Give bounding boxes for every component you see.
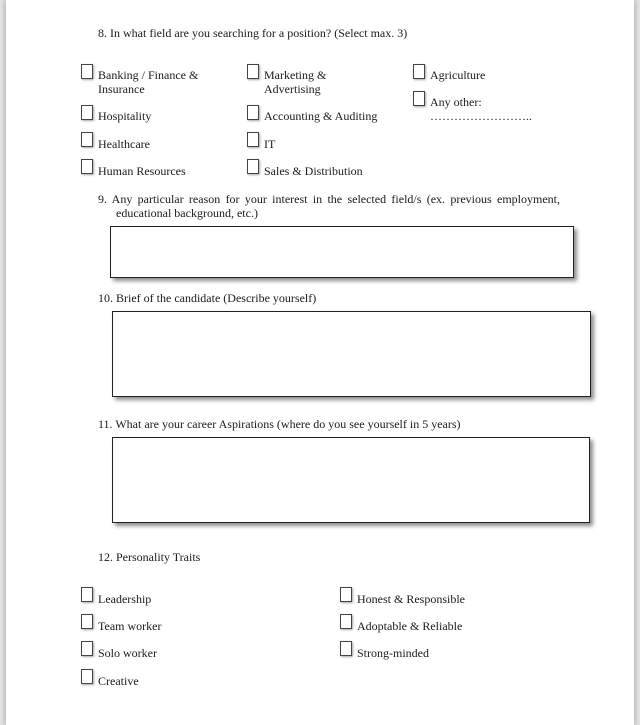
checkbox-hospitality[interactable]: [81, 105, 93, 120]
any-other-fill-line[interactable]: ……………………..: [430, 109, 532, 123]
q11-answer-box[interactable]: [112, 437, 590, 523]
checkbox-honest[interactable]: [340, 587, 352, 602]
checkbox-it[interactable]: [247, 132, 259, 147]
q8-question: 8. In what field are you searching for a position? (Select max. 3): [98, 26, 408, 40]
option-hospitality: Hospitality: [98, 109, 152, 123]
option-marketing-line2: Advertising: [264, 82, 321, 96]
q12-question: 12. Personality Traits: [98, 550, 201, 564]
option-it: IT: [264, 137, 276, 151]
option-sales: Sales & Distribution: [264, 164, 363, 178]
q11-question: 11. What are your career Aspirations (where do you see yourself in 5 years): [98, 417, 461, 431]
checkbox-accounting[interactable]: [247, 105, 259, 120]
option-marketing-line1: Marketing &: [264, 68, 327, 82]
checkbox-banking[interactable]: [81, 64, 93, 79]
q9-answer-box[interactable]: [110, 226, 574, 278]
q9-question-line1: 9. Any particular reason for your interest in the selected field/s (ex. previous employment,: [98, 192, 560, 206]
option-any-other: Any other:: [430, 95, 482, 109]
form-page: [6, 0, 634, 725]
checkbox-solo-worker[interactable]: [81, 641, 93, 656]
checkbox-human-resources[interactable]: [81, 159, 93, 174]
checkbox-adoptable[interactable]: [340, 614, 352, 629]
checkbox-sales[interactable]: [247, 159, 259, 174]
checkbox-creative[interactable]: [81, 669, 93, 684]
trait-team-worker: Team worker: [98, 619, 162, 633]
trait-strong-minded: Strong-minded: [357, 646, 429, 660]
trait-leadership: Leadership: [98, 592, 152, 606]
trait-solo-worker: Solo worker: [98, 646, 157, 660]
checkbox-strong-minded[interactable]: [340, 641, 352, 656]
q10-answer-box[interactable]: [112, 311, 591, 397]
checkbox-marketing[interactable]: [247, 64, 259, 79]
option-accounting: Accounting & Auditing: [264, 109, 378, 123]
checkbox-team-worker[interactable]: [81, 614, 93, 629]
option-banking-line1: Banking / Finance &: [98, 68, 199, 82]
q9-question-line2: educational background, etc.): [116, 206, 258, 220]
option-banking-line2: Insurance: [98, 82, 145, 96]
checkbox-leadership[interactable]: [81, 587, 93, 602]
checkbox-agriculture[interactable]: [413, 64, 425, 79]
option-agriculture: Agriculture: [430, 68, 486, 82]
q10-question: 10. Brief of the candidate (Describe yourself): [98, 291, 317, 305]
option-human-resources: Human Resources: [98, 164, 186, 178]
trait-honest: Honest & Responsible: [357, 592, 465, 606]
trait-creative: Creative: [98, 674, 139, 688]
option-healthcare: Healthcare: [98, 137, 150, 151]
trait-adoptable: Adoptable & Reliable: [357, 619, 463, 633]
checkbox-any-other[interactable]: [413, 91, 425, 106]
checkbox-healthcare[interactable]: [81, 132, 93, 147]
